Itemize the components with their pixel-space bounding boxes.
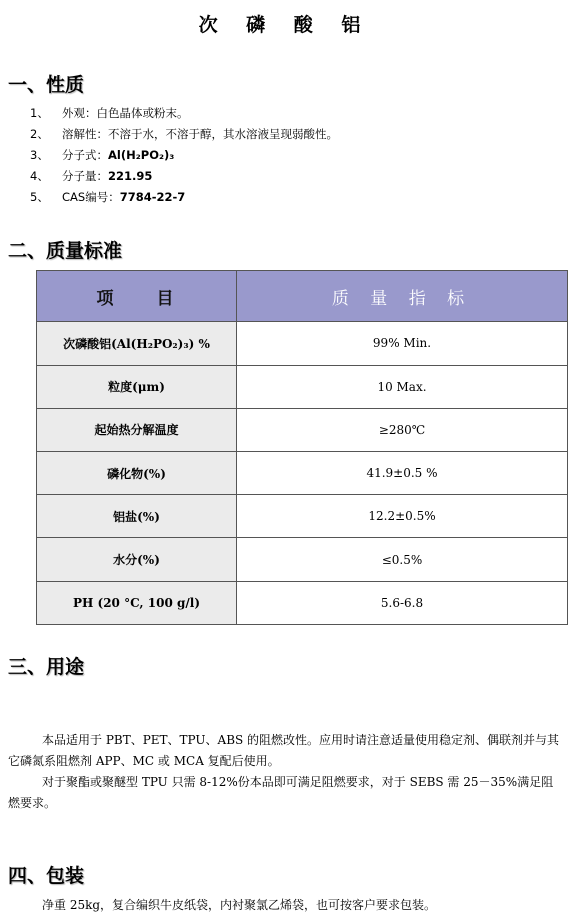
table-row xyxy=(37,538,568,581)
row-item: 起始热分解温度 xyxy=(37,408,237,451)
usage-paragraph xyxy=(8,730,564,772)
property-value: 7784-22-7 xyxy=(119,190,186,204)
property-value: 221.95 xyxy=(108,169,153,183)
row-spec: 10 Max. xyxy=(237,365,568,408)
document-title: 次 磷 酸 铝 xyxy=(198,14,372,36)
table-row xyxy=(37,451,568,494)
property-number: 1、 xyxy=(30,106,49,120)
section-heading-usage: 三、用途 xyxy=(8,656,85,678)
row-spec: ≤0.5% xyxy=(237,538,568,581)
section-heading-quality: 二、质量标准 xyxy=(8,240,123,262)
row-item: 水分(%) xyxy=(37,538,237,581)
table-row xyxy=(37,322,568,365)
row-item: PH (20 °C, 100 g/l) xyxy=(37,581,237,624)
header-spec: 质 量 指 标 xyxy=(237,271,568,322)
property-label: 分子量： xyxy=(62,169,108,183)
property-label: 外观：白色晶体或粉末。 xyxy=(62,106,189,120)
row-item: 次磷酸铝(Al(H₂PO₂)₃) % xyxy=(37,322,237,365)
packaging-text: 净重 25kg，复合编织牛皮纸袋，内衬聚氯乙烯袋，也可按客户要求包装。 xyxy=(42,898,437,912)
property-item xyxy=(30,104,550,125)
row-item: 磷化物(%) xyxy=(37,451,237,494)
row-spec: 41.9±0.5 % xyxy=(237,451,568,494)
usage-text: 对于聚酯或聚醚型 TPU 只需 8-12%份本品即可满足阻燃要求，对于 SEBS 需 25－35%满足阻燃要求。 xyxy=(8,775,554,810)
property-number: 4、 xyxy=(30,169,49,183)
section-heading-properties: 一、性质 xyxy=(8,74,85,96)
usage-text: 本品适用于 PBT、PET、TPU、ABS 的阻燃改性。应用时请注意适量使用稳定剂、偶联剂并与其它磷氮系阻燃剂 APP、MC 或 MCA 复配后使用。 xyxy=(8,733,560,768)
property-item xyxy=(30,146,550,167)
section-heading-packaging: 四、包装 xyxy=(8,865,85,887)
table-header-row xyxy=(37,271,568,322)
property-label: 分子式： xyxy=(62,148,108,162)
table-row xyxy=(37,408,568,451)
header-item: 项 目 xyxy=(37,271,237,322)
table-row xyxy=(37,495,568,538)
property-item xyxy=(30,167,550,188)
property-label: CAS编号： xyxy=(62,190,120,204)
row-item: 粒度(μm) xyxy=(37,365,237,408)
packaging-paragraph xyxy=(8,895,564,916)
row-spec: ≥280℃ xyxy=(237,408,568,451)
property-label: 溶解性：不溶于水，不溶于醇，其水溶液呈现弱酸性。 xyxy=(62,127,338,141)
property-item xyxy=(30,188,550,209)
row-spec: 12.2±0.5% xyxy=(237,495,568,538)
row-spec: 99% Min. xyxy=(237,322,568,365)
property-value: Al(H₂PO₂)₃ xyxy=(108,148,175,162)
properties-list xyxy=(30,104,550,209)
row-item: 铝盐(%) xyxy=(37,495,237,538)
property-number: 3、 xyxy=(30,148,49,162)
quality-spec-table xyxy=(36,270,568,625)
property-number: 2、 xyxy=(30,127,49,141)
property-item xyxy=(30,125,550,146)
usage-paragraph xyxy=(8,772,564,814)
property-number: 5、 xyxy=(30,190,49,204)
table-row xyxy=(37,365,568,408)
table-row xyxy=(37,581,568,624)
row-spec: 5.6-6.8 xyxy=(237,581,568,624)
